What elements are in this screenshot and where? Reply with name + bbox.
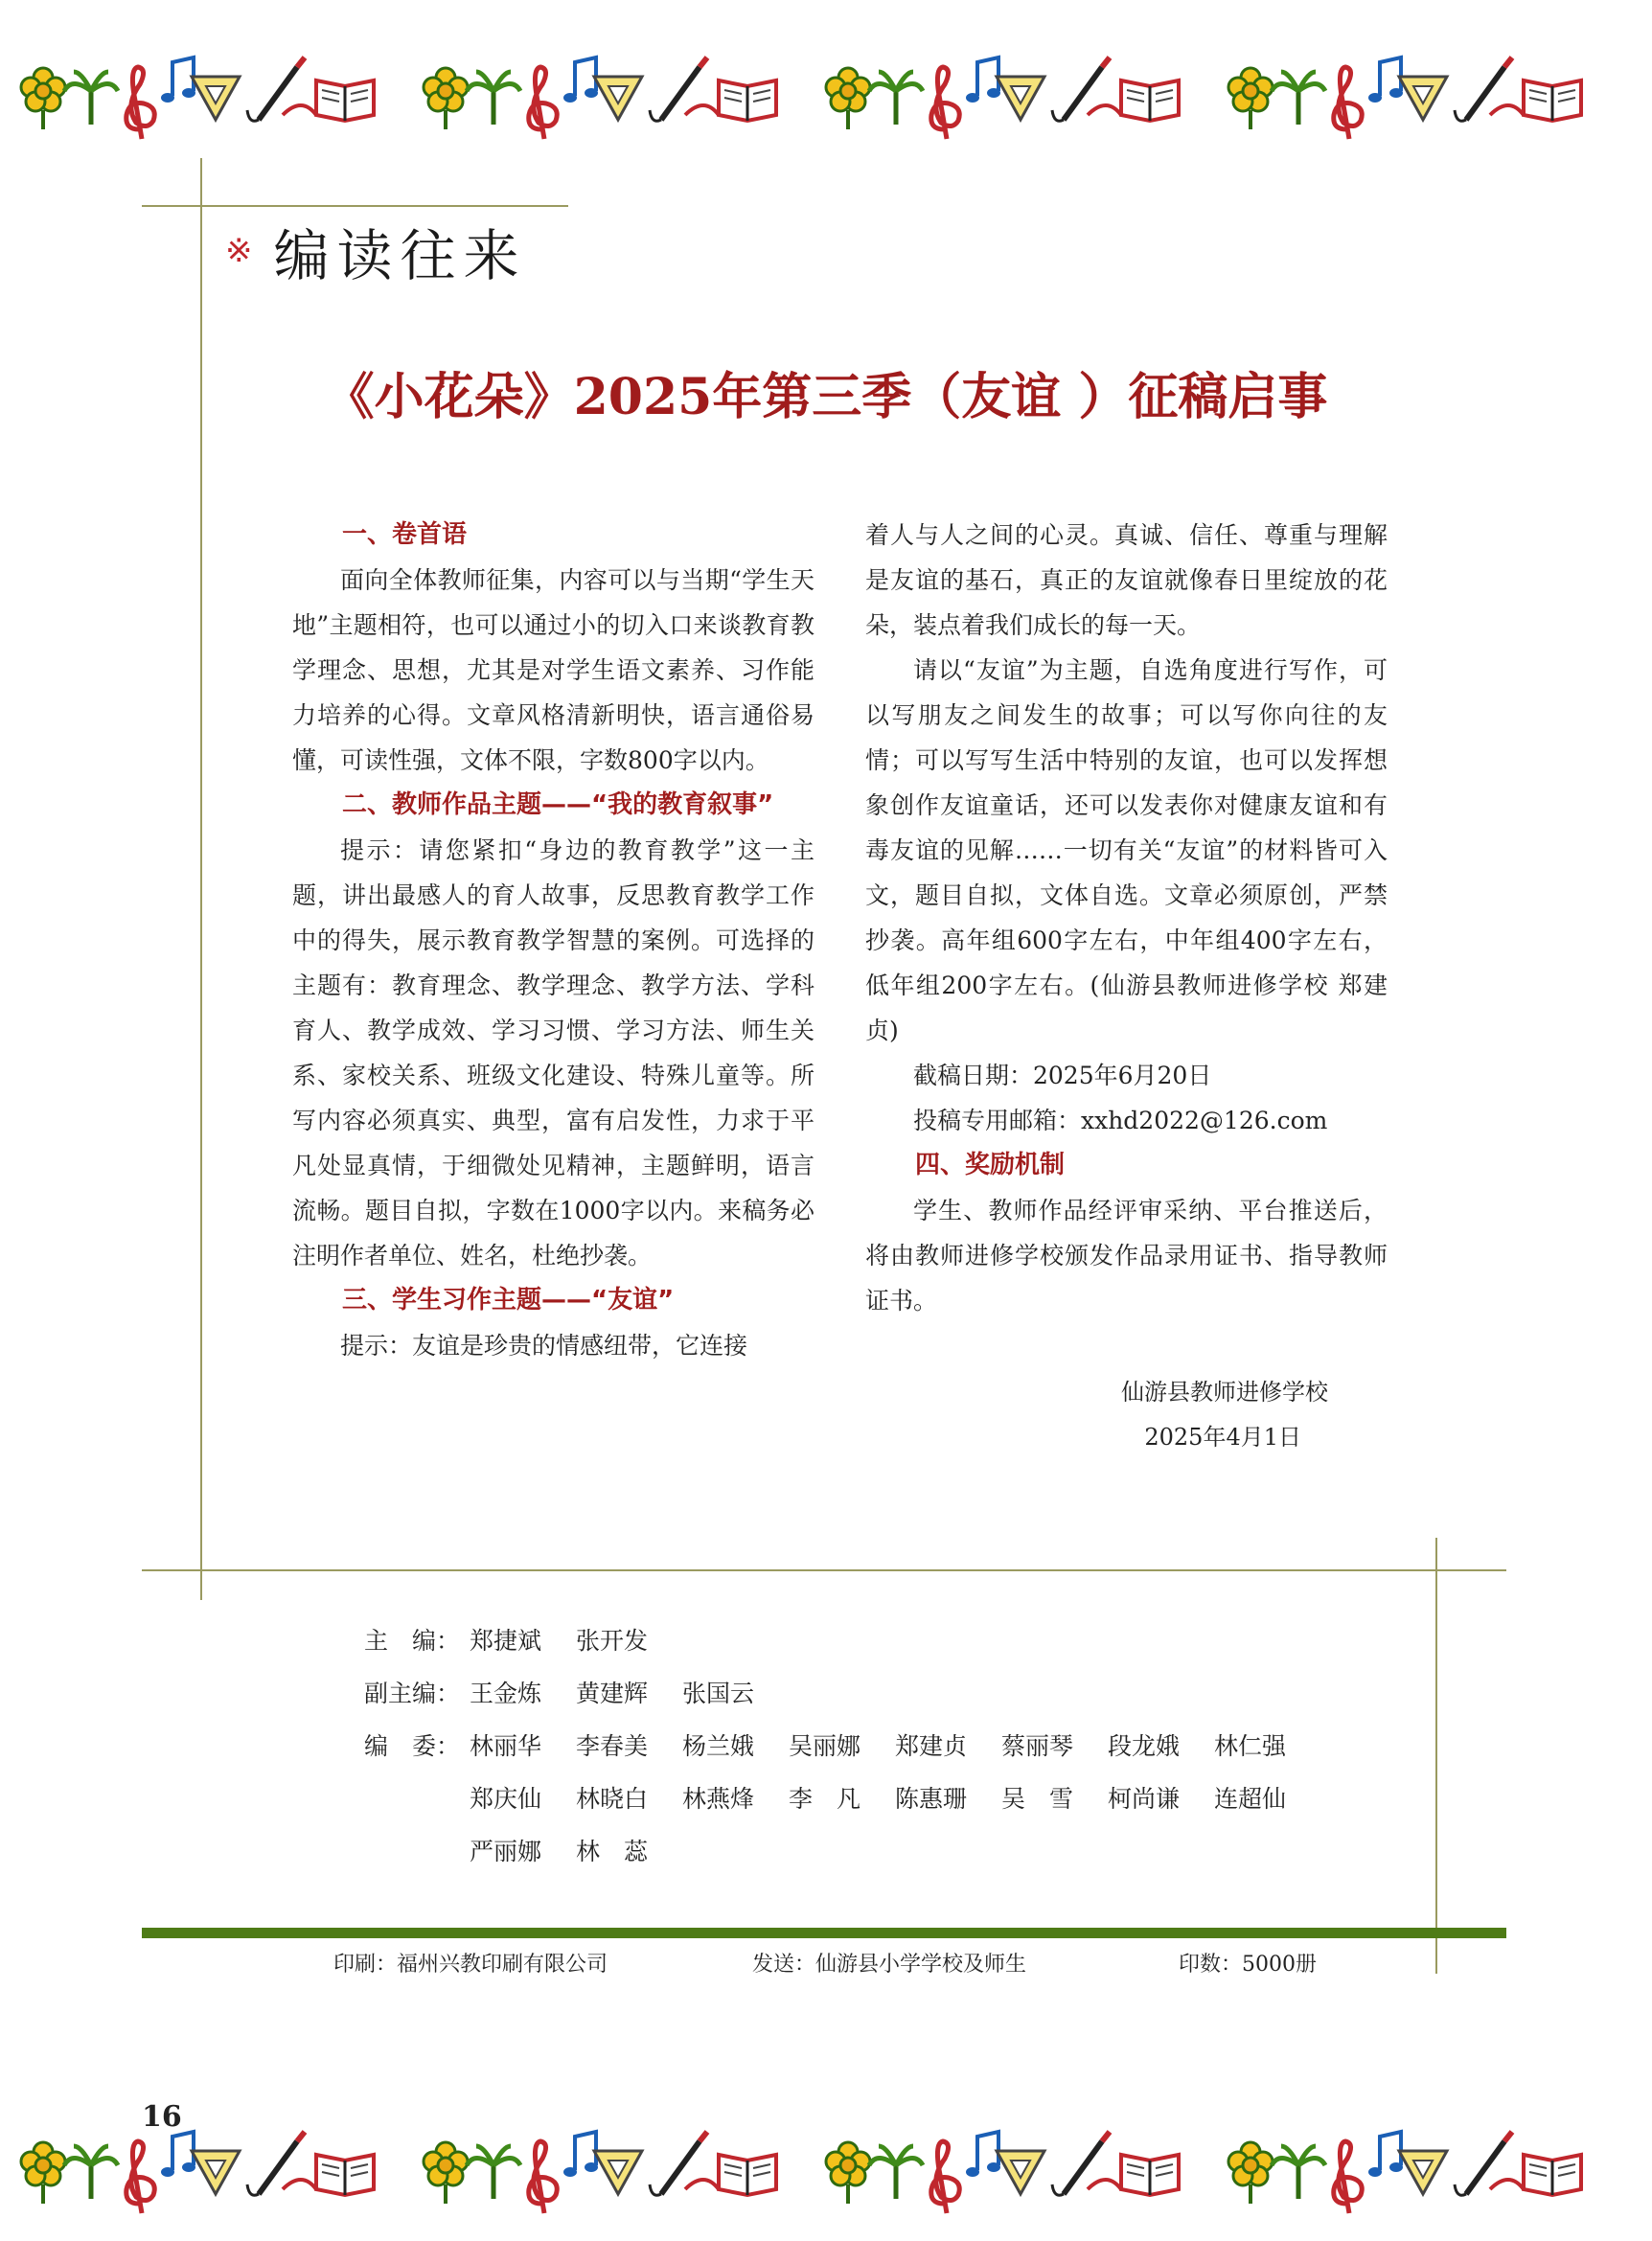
staff-name: 段龙娥 (1108, 1732, 1181, 1760)
section-label (225, 211, 527, 291)
decorative-border-bottom (0, 2113, 1652, 2218)
treble-clef-icon (126, 67, 154, 139)
staff-name: 李春美 (576, 1732, 649, 1760)
right-margin-rule (1435, 1538, 1437, 1974)
music-note-icon (161, 57, 195, 103)
footer-print: 印刷：福州兴教印刷有限公司 (333, 1953, 608, 1977)
staff-name: 严丽娜 (470, 1838, 542, 1865)
staff-name: 林丽华 (470, 1732, 542, 1760)
staff-name: 林 蕊 (576, 1838, 649, 1865)
right-column (865, 513, 1388, 1323)
staff-name: 陈惠珊 (895, 1785, 968, 1813)
pen-icon (247, 57, 316, 121)
section-label-text: 编读往来 (273, 223, 527, 288)
staff-name: 张开发 (576, 1627, 649, 1655)
staff-name: 林燕烽 (682, 1785, 755, 1813)
header-rule (142, 205, 568, 207)
paragraph-student-topic-cont: 着人与人之间的心灵。真诚、信任、尊重与理解是友谊的基石，真正的友谊就像春日里绽放的花朵，装点着我们成长的每一天。 (865, 521, 1388, 639)
left-column (292, 513, 815, 1368)
submission-email: 投稿专用邮箱：xxhd2022@126.com (913, 1107, 1328, 1134)
paragraph-student-topic-start: 提示：友谊是珍贵的情感纽带，它连接 (340, 1332, 748, 1360)
book-icon (316, 80, 374, 121)
paragraph-teacher-topic: 提示：请您紧扣“身边的教育教学”这一主题，讲出最感人的育人故事，反思教育教学工作中的得失，展示教育教学智慧的案例。可选择的主题有：教育理念、教学理念、教学方法、学科育人、教学成效、学习习惯、学习方法、师生关系、家校关系、班级文化建设、特殊儿童等。所写内容必须真实、典型，富有启发性，力求于平凡处显真情，于细微处见精神，主题鲜明，语言流畅。题目自拟，字数在1000字以内。来稿务必注明作者单位、姓名，杜绝抄袭。 (292, 836, 815, 1269)
paragraph-student-requirements: 请以“友谊”为主题，自选角度进行写作，可以写朋友之间发生的故事；可以写你向往的友情；可以写写生活中特别的友谊，也可以发挥想象创作友谊童话，还可以发表你对健康友谊和有毒友谊的见解……一切有关“友谊”的材料皆可入文，题目自拟，文体自选。文章必须原创，严禁抄袭。高年组600字左右，中年组400字左右，低年组200字左右。(仙游县教师进修学校 郑建贞) (865, 656, 1388, 1044)
reference-mark-icon: ※ (225, 232, 253, 270)
signature-org: 仙游县教师进修学校 (1121, 1379, 1328, 1406)
staff-name: 郑庆仙 (470, 1785, 542, 1813)
footer-bar (142, 1928, 1506, 1938)
staff-name: 柯尚谦 (1108, 1785, 1181, 1813)
chief-label: 主 编： (364, 1627, 461, 1655)
staff-name: 吴丽娜 (789, 1732, 861, 1760)
heading-rewards: 四、奖励机制 (915, 1151, 1066, 1179)
editorial-staff (364, 1614, 1332, 1878)
staff-name: 林仁强 (1214, 1732, 1287, 1760)
staff-name: 林晓白 (576, 1785, 649, 1813)
deputy-label: 副主编： (364, 1680, 461, 1707)
staff-name: 郑捷斌 (470, 1627, 542, 1655)
page-title: 《小花朵》2025年第三季（友谊 ）征稿启事 (324, 368, 1328, 426)
staff-name: 连超仙 (1214, 1785, 1287, 1813)
staff-name: 吴 雪 (1001, 1785, 1074, 1813)
paragraph-rewards: 学生、教师作品经评审采纳、平台推送后，将由教师进修学校颁发作品录用证书、指导教师证书。 (865, 1197, 1388, 1315)
heading-student-topic: 三、学生习作主题——“友谊” (342, 1286, 675, 1315)
flower-icon (21, 68, 65, 129)
paragraph-preface: 面向全体教师征集，内容可以与当期“学生天地”主题相符，也可以通过小的切入口来谈教育教学理念、思想，尤其是对学生语文素养、习作能力培养的心得。文章风格清新明快，语言通俗易懂，可读性强，文体不限，字数800字以内。 (292, 566, 815, 774)
chief-editors-row (364, 1614, 1332, 1667)
staff-name: 杨兰娥 (682, 1732, 755, 1760)
heading-preface: 一、卷首语 (342, 520, 468, 549)
staff-name: 王金炼 (470, 1680, 542, 1707)
staff-name: 张国云 (682, 1680, 755, 1707)
deputy-editors-row (364, 1667, 1332, 1720)
staff-name: 黄建辉 (576, 1680, 649, 1707)
staff-top-rule (142, 1569, 1506, 1571)
board-row (364, 1720, 1332, 1878)
footer-send: 发送：仙游县小学学校及师生 (752, 1953, 1027, 1977)
decorative-border-top (0, 38, 1652, 144)
page-number: 16 (142, 2100, 182, 2134)
heading-teacher-topic: 二、教师作品主题——“我的教育叙事” (342, 790, 774, 819)
signature-date: 2025年4月1日 (1144, 1424, 1301, 1451)
signature (1121, 1370, 1328, 1460)
board-label: 编 委： (364, 1732, 461, 1760)
deadline: 截稿日期：2025年6月20日 (913, 1062, 1212, 1089)
staff-name: 李 凡 (789, 1785, 861, 1813)
set-square-icon (192, 77, 240, 120)
footer-count: 印数：5000册 (1179, 1953, 1317, 1977)
staff-name: 郑建贞 (895, 1732, 968, 1760)
palm-tree-icon (64, 72, 118, 125)
staff-name: 蔡丽琴 (1001, 1732, 1074, 1760)
